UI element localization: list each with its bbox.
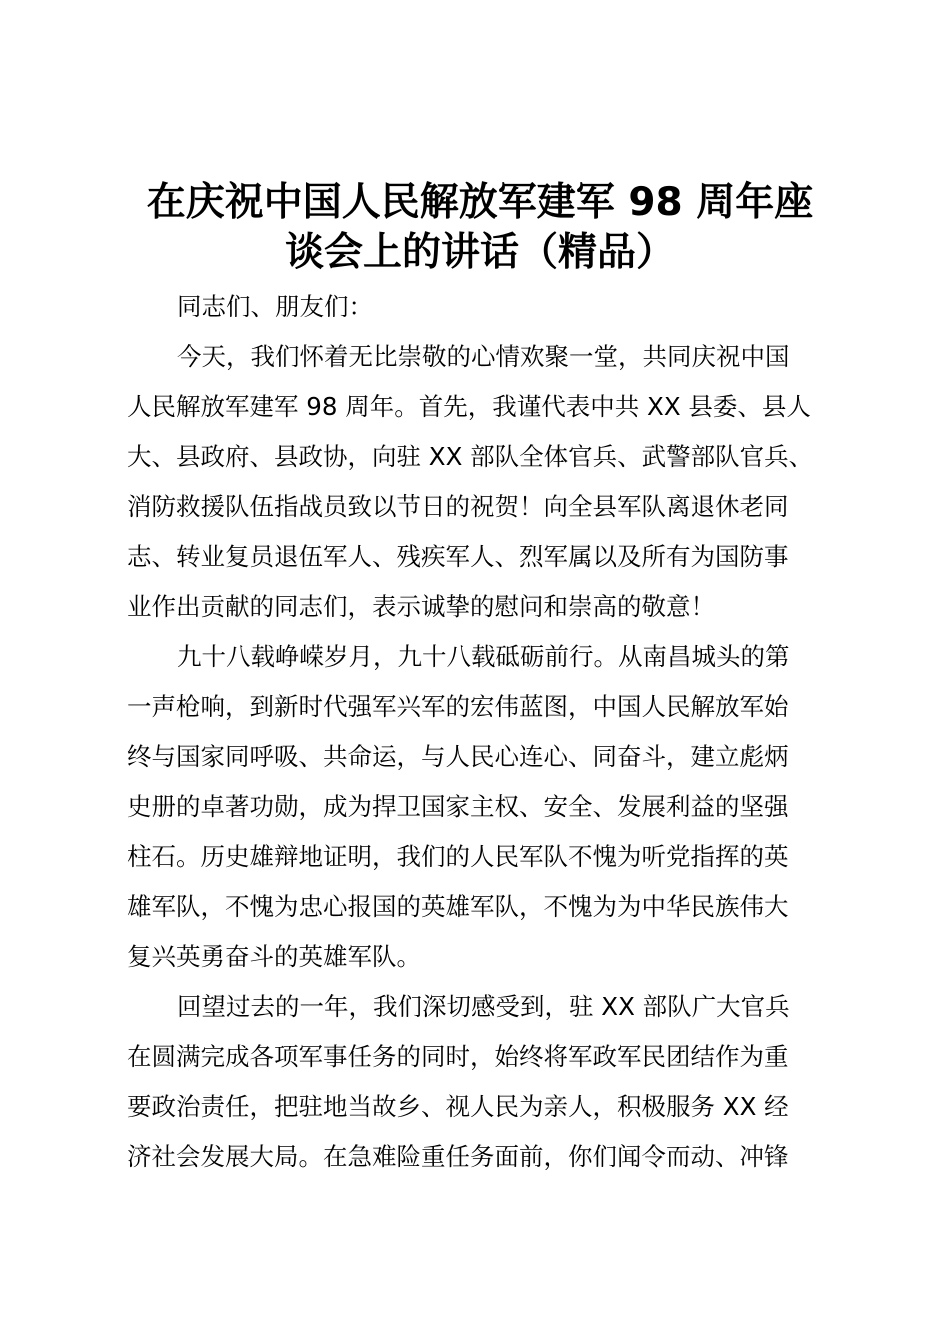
title-line-1: 在庆祝中国人民解放军建军 98 周年座 xyxy=(146,180,814,225)
paragraph-2-line-1: 九十八载峥嵘岁月，九十八载砥砺前行。从南昌城头的第 xyxy=(177,642,790,671)
paragraph-2-line-2: 一声枪响，到新时代强军兴军的宏伟蓝图，中国人民解放军始 xyxy=(127,692,789,721)
paragraph-1-line-1: 今天，我们怀着无比崇敬的心情欢聚一堂，共同庆祝中国 xyxy=(177,342,790,371)
paragraph-3-line-1: 回望过去的一年，我们深切感受到，驻 XX 部队广大官兵 xyxy=(177,992,790,1021)
salutation: 同志们、朋友们： xyxy=(177,292,373,321)
title-line-2: 谈会上的讲话（精品） xyxy=(284,230,675,275)
paragraph-2-line-3: 终与国家同呼吸、共命运，与人民心连心、同奋斗，建立彪炳 xyxy=(127,742,789,771)
paragraph-1-line-3: 大、县政府、县政协，向驻 XX 部队全体官兵、武警部队官兵、 xyxy=(127,442,814,471)
paragraph-3-line-4: 济社会发展大局。在急难险重任务面前，你们闻令而动、冲锋 xyxy=(127,1142,789,1171)
document-title xyxy=(120,178,840,278)
paragraph-2-line-5: 柱石。历史雄辩地证明，我们的人民军队不愧为听党指挥的英 xyxy=(127,842,789,871)
paragraph-2-line-4: 史册的卓著功勋，成为捍卫国家主权、安全、发展利益的坚强 xyxy=(127,792,789,821)
paragraph-2-line-6: 雄军队，不愧为忠心报国的英雄军队，不愧为为中华民族伟大 xyxy=(127,892,789,921)
paragraph-2-line-7: 复兴英勇奋斗的英雄军队。 xyxy=(127,942,421,971)
paragraph-3-line-2: 在圆满完成各项军事任务的同时，始终将军政军民团结作为重 xyxy=(127,1042,789,1071)
paragraph-1-line-4: 消防救援队伍指战员致以节日的祝贺！向全县军队离退休老同 xyxy=(127,492,789,521)
paragraph-1-line-6: 业作出贡献的同志们，表示诚挚的慰问和崇高的敬意！ xyxy=(127,592,715,621)
paragraph-1-line-5: 志、转业复员退伍军人、残疾军人、烈军属以及所有为国防事 xyxy=(127,542,789,571)
paragraph-1-line-2: 人民解放军建军 98 周年。首先，我谨代表中共 XX 县委、县人 xyxy=(127,392,811,421)
paragraph-3-line-3: 要政治责任，把驻地当故乡、视人民为亲人，积极服务 XX 经 xyxy=(127,1092,789,1121)
